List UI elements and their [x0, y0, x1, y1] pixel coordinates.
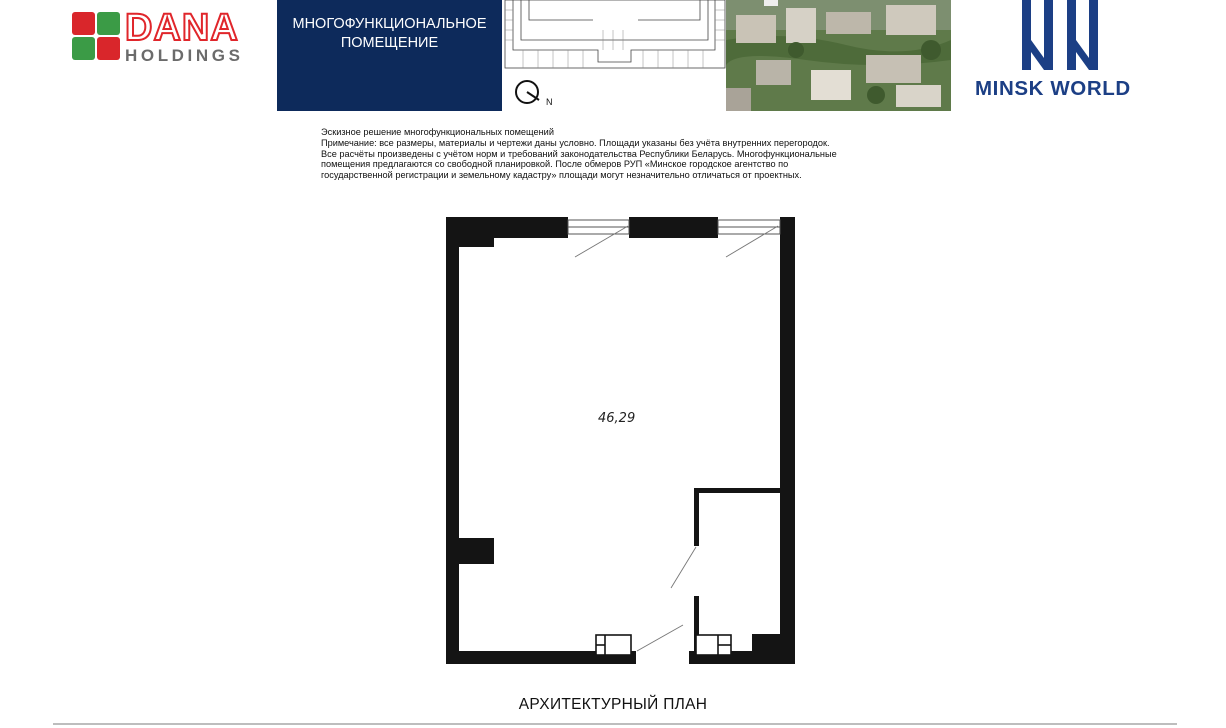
- premises-type-panel: [277, 0, 502, 111]
- minsk-world-wordmark: MINSK WORLD: [975, 77, 1131, 100]
- logo-square-green: [97, 12, 120, 35]
- notes-line: государственной регистрации и земельному кадастру» площади могут незначительно отличаться от проектных.: [321, 170, 802, 181]
- minsk-world-emblem: [972, 0, 1157, 75]
- aerial-photo: [726, 0, 951, 111]
- minsk-world-logo: [972, 0, 1157, 105]
- floor-plan-drawing: [440, 210, 805, 675]
- dana-wordmark: DANA: [125, 7, 239, 49]
- building-plan-drawing: [503, 0, 726, 111]
- logo-square-green: [72, 37, 95, 60]
- logo-square-red: [72, 12, 95, 35]
- premises-type-line2: ПОМЕЩЕНИЕ: [340, 35, 439, 51]
- premises-type-line1: МНОГОФУНКЦИОНАЛЬНОЕ: [292, 16, 487, 32]
- notes-line: Примечание: все размеры, материалы и чертежи даны условно. Площади указаны без учёта внутренних перегородок.: [321, 137, 830, 148]
- compass-north-label: N: [546, 97, 553, 107]
- notes-line: Все расчёты произведены с учётом норм и требований законодательства Республики Беларусь. Многофункциональные: [321, 148, 837, 159]
- compass-icon: [516, 81, 539, 103]
- dana-holdings-logo: [70, 7, 265, 65]
- notes-line: Эскизное решение многофункциональных помещений: [321, 127, 554, 137]
- plan-caption: АРХИТЕКТУРНЫЙ ПЛАН: [518, 696, 708, 713]
- logo-square-red: [97, 37, 120, 60]
- notes-line: помещения предлагаются со свободной планировкой. После обмеров РУП «Минское городское агентство по: [321, 159, 789, 170]
- room-area-label: 46,29: [598, 411, 636, 426]
- building-location-plan: [503, 0, 726, 111]
- holdings-wordmark: HOLDINGS: [125, 46, 244, 65]
- bottom-divider: [53, 723, 1177, 725]
- aerial-photo-image: [726, 0, 951, 111]
- disclaimer-notes: [321, 127, 941, 181]
- floor-plan: [440, 210, 805, 675]
